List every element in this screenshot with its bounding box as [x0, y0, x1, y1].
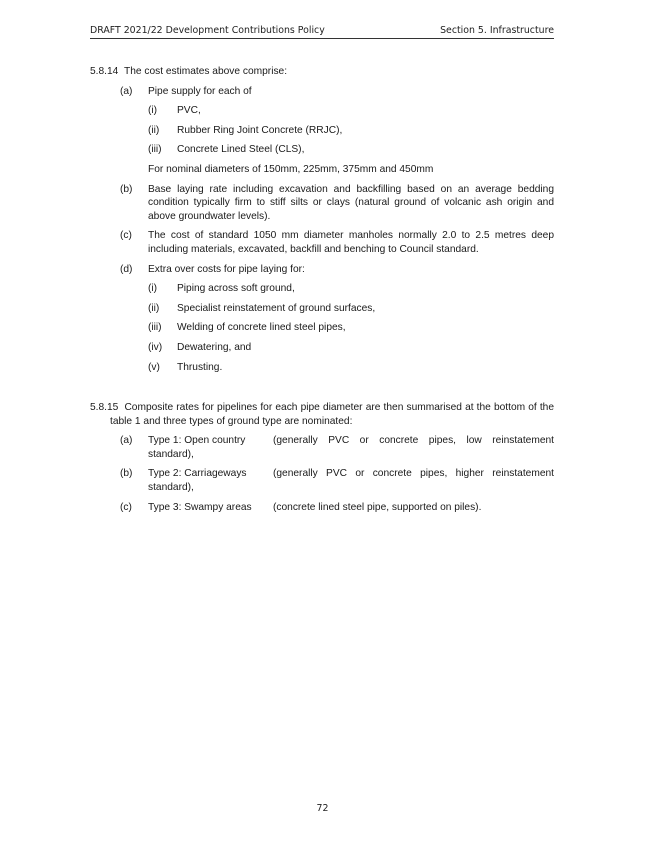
sub-item-text: Rubber Ring Joint Concrete (RRJC), [177, 124, 343, 136]
sub-item-a-i [90, 104, 554, 118]
list-item-a-note: For nominal diameters of 150mm, 225mm, 375mm and 450mm [148, 163, 434, 175]
list-item-c [90, 229, 554, 256]
list-item-b [90, 183, 554, 224]
list-item-d [90, 263, 554, 277]
list-marker: (c) [120, 501, 132, 513]
header-section-title: Section 5. Infrastructure [440, 25, 554, 36]
list-item-a [90, 85, 554, 99]
sub-marker: (ii) [148, 302, 160, 314]
ground-type-item [90, 501, 554, 515]
ground-type-description: (concrete lined steel pipe, supported on piles). [273, 501, 482, 513]
section-intro-text: The cost estimates above comprise: [123, 66, 288, 77]
header-divider [90, 38, 554, 39]
section-5-8-14 [90, 65, 554, 374]
sub-marker: (i) [148, 105, 158, 117]
list-item-text: Extra over costs for pipe laying for: [148, 263, 305, 275]
ground-type-name: Type 1: Open country [148, 435, 246, 447]
list-marker: (c) [120, 230, 132, 242]
sub-item-text: PVC, [177, 105, 201, 117]
sub-item-text: Dewatering, and [177, 341, 252, 353]
sub-item-d-iv [90, 341, 554, 355]
sub-item-d-iii [90, 321, 554, 335]
header-document-title: DRAFT 2021/22 Development Contributions Policy [90, 25, 325, 36]
section-5-8-14-intro [90, 65, 554, 79]
sub-item-text: Piping across soft ground, [177, 283, 295, 295]
page-number: 72 [316, 803, 329, 814]
list-item-text: The cost of standard 1050 mm diameter manholes normally 2.0 to 2.5 metres deep including materials, excavated, backfill and benching to Council standard. [148, 230, 554, 255]
sub-marker: (i) [148, 283, 158, 295]
sub-item-text: Thrusting. [177, 361, 223, 373]
ground-type-item [90, 434, 554, 461]
sub-marker: (ii) [148, 124, 160, 136]
sub-marker: (v) [148, 361, 160, 373]
ground-type-item [90, 467, 554, 494]
sub-item-text: Specialist reinstatement of ground surfaces, [177, 302, 376, 314]
ground-type-description: (generally PVC or concrete pipes, low reinstatement standard), [148, 435, 554, 460]
sub-item-text: Concrete Lined Steel (CLS), [177, 144, 305, 156]
section-intro-text: Composite rates for pipelines for each pipe diameter are then summarised at the bottom of the table 1 and three types of ground type are nominated: [110, 402, 554, 427]
sub-marker: (iv) [148, 341, 163, 353]
section-5-8-15-intro [90, 401, 554, 428]
sub-item-d-v [90, 361, 554, 375]
ground-type-name: Type 2: Carriageways [148, 468, 247, 480]
section-5-8-15 [90, 401, 554, 514]
sub-item-a-ii [90, 124, 554, 138]
sub-marker: (iii) [148, 322, 162, 334]
section-number: 5.8.15 [90, 402, 119, 414]
sub-item-text: Welding of concrete lined steel pipes, [177, 322, 346, 334]
list-item-text: Base laying rate including excavation and backfilling based on an average bedding condition typically firm to stiff silts or clays (natural ground of volcanic ash origin and above groundwater levels). [148, 183, 554, 222]
sub-marker: (iii) [148, 144, 162, 156]
list-marker: (a) [120, 85, 133, 97]
ground-type-description: (generally PVC or concrete pipes, higher reinstatement standard), [148, 468, 554, 494]
section-number: 5.8.14 [90, 66, 119, 77]
sub-item-a-iii [90, 143, 554, 157]
list-marker: (d) [120, 263, 133, 275]
list-marker: (b) [120, 183, 133, 195]
sub-item-d-i [90, 282, 554, 296]
ground-type-name: Type 3: Swampy areas [148, 501, 252, 513]
document-body [90, 65, 554, 514]
list-marker: (b) [120, 468, 133, 480]
list-marker: (a) [120, 435, 133, 447]
list-item-text: Pipe supply for each of [148, 85, 252, 97]
sub-item-d-ii [90, 302, 554, 316]
